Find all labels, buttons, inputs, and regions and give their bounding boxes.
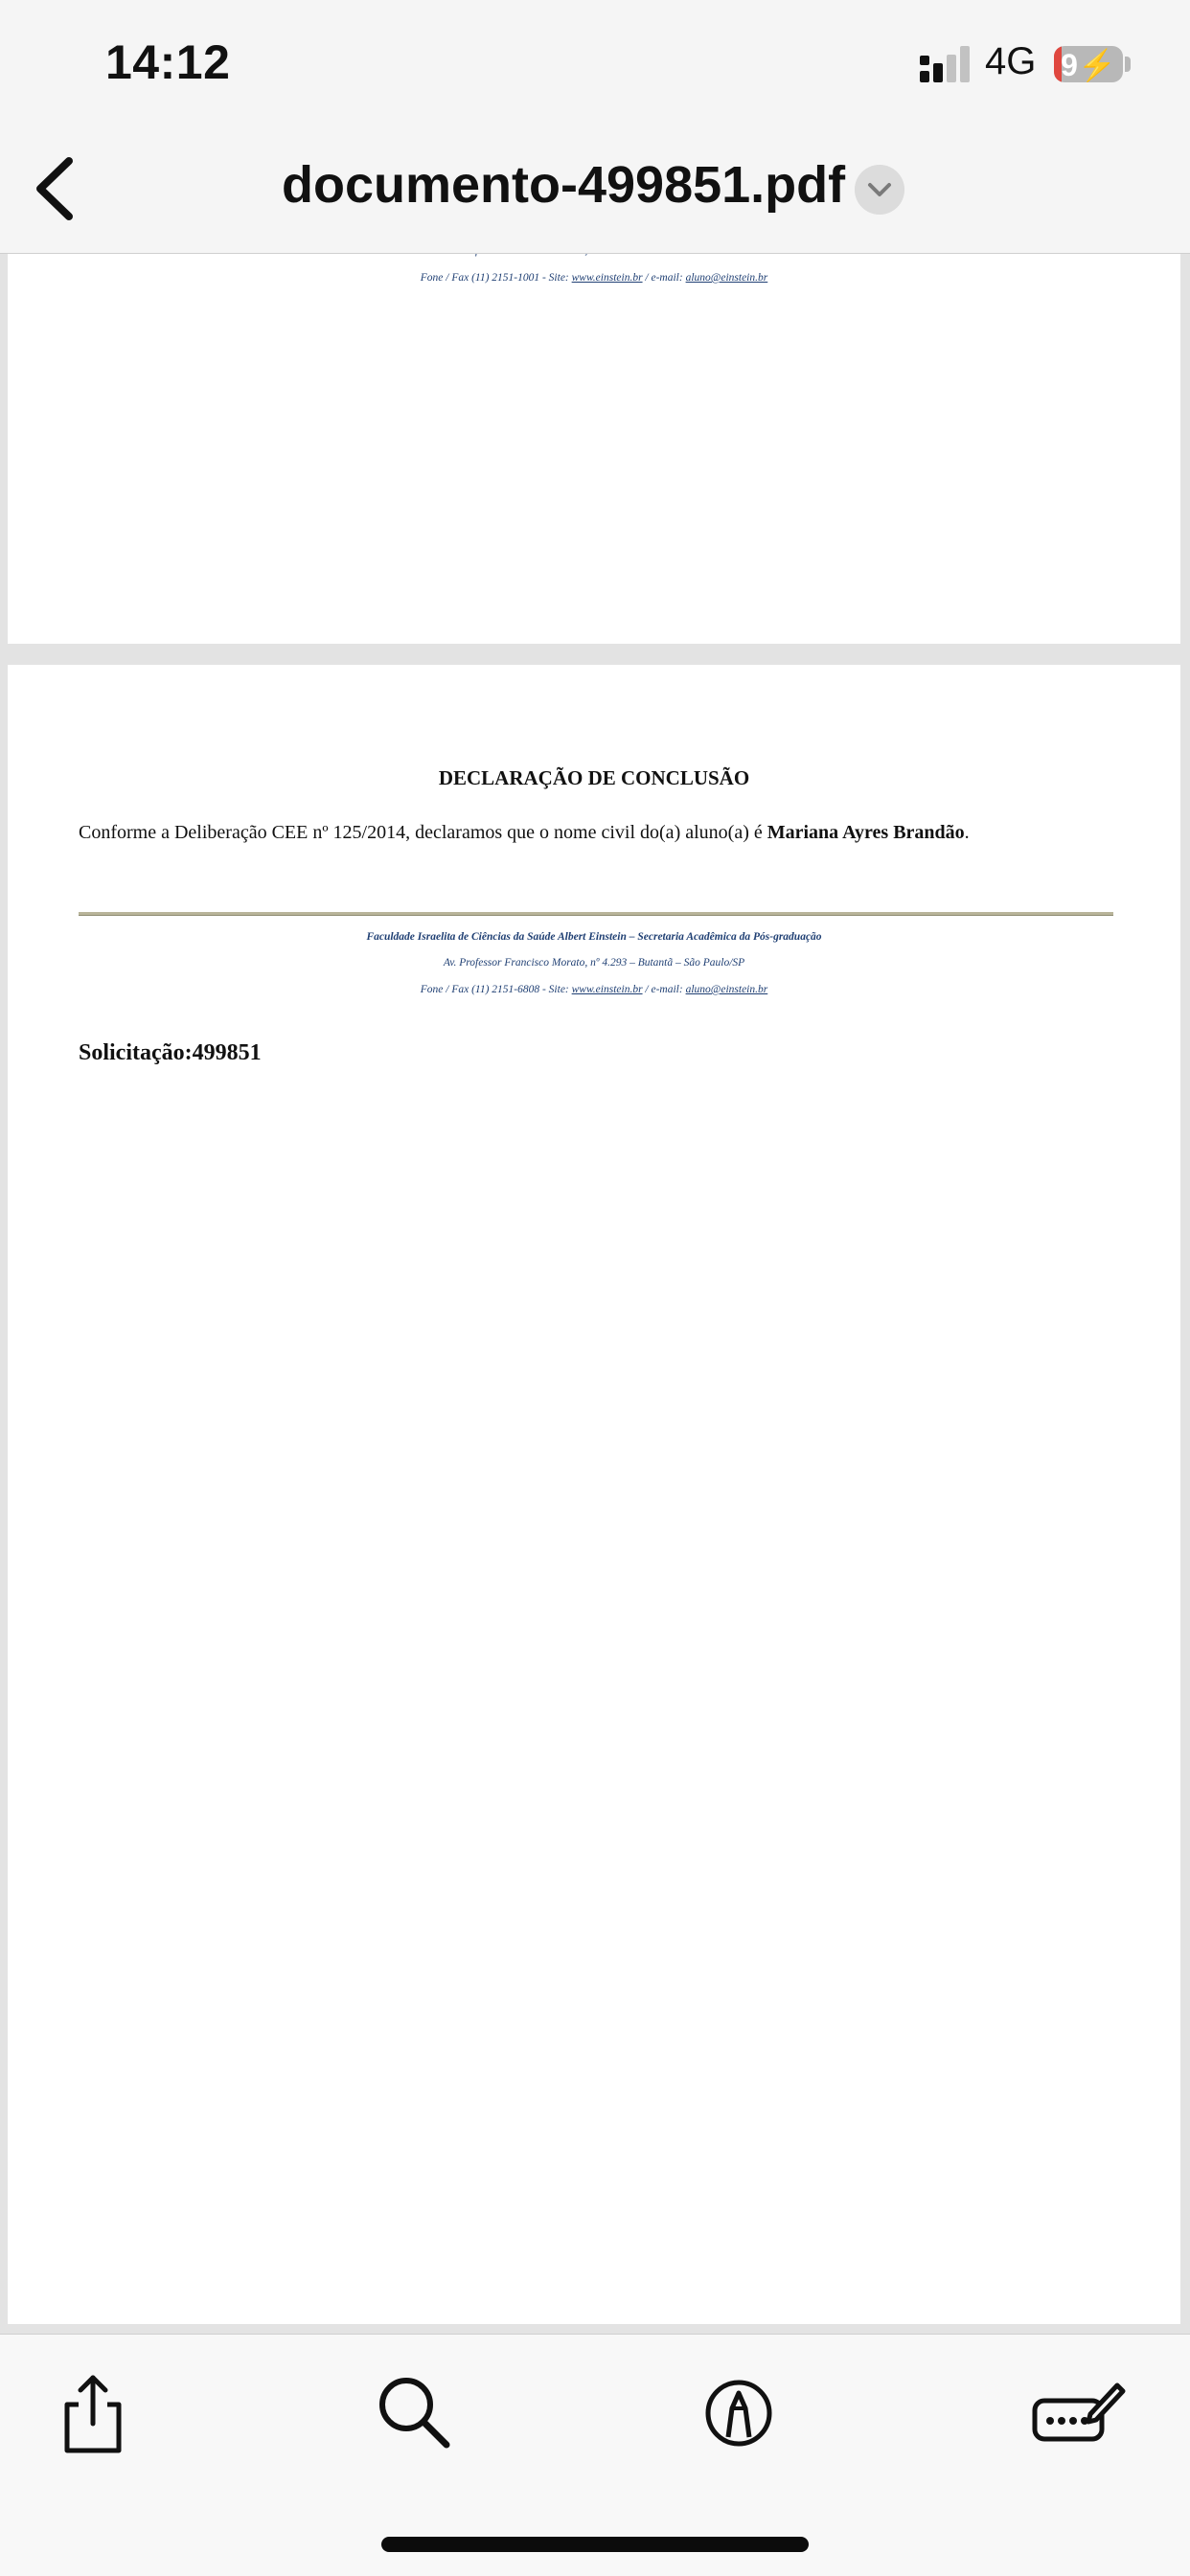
declaration-heading: DECLARAÇÃO DE CONCLUSÃO [438,766,750,789]
back-chevron-icon[interactable] [33,155,79,222]
site-link[interactable]: www.einstein.br [571,272,643,284]
share-icon[interactable] [50,2370,136,2456]
cellular-signal-icon [918,46,970,84]
battery-level: 9⚡ [1061,48,1116,82]
signature-icon[interactable] [1031,2370,1127,2456]
pdf-page-2[interactable] [8,665,1180,2324]
network-type: 4G [985,40,1037,82]
battery-cap [1125,57,1131,72]
footer-contact: Fone / Fax (11) 2151-6808 - Site: www.einstein.br / e-mail: aluno@einstein.br [420,984,768,995]
email-link[interactable]: aluno@einstein.br [685,984,768,995]
declaration-body: Conforme a Deliberação CEE nº 125/2014, declaramos que o nome civil do(a) aluno(a) é Mariana Ayres Brandão. [79,822,970,843]
pdf-page-1[interactable] [8,253,1180,644]
chevron-down-icon[interactable] [855,165,904,215]
document-title[interactable]: documento-499851.pdf [282,156,846,214]
footer-divider [79,912,1113,916]
search-icon[interactable] [372,2370,458,2456]
top-bar [0,0,1190,254]
status-time: 14:12 [105,35,231,89]
request-number: Solicitação:499851 [79,1040,262,1065]
student-name: Mariana Ayres Brandão [767,822,965,843]
battery-icon [1054,46,1123,82]
page1-footer-contact: Fone / Fax (11) 2151-1001 - Site: www.einstein.br / e-mail: aluno@einstein.br [420,272,768,284]
footer-address: Av. Professor Francisco Morato, nº 4.293 – Butantã – São Paulo/SP [443,957,745,969]
markup-icon[interactable] [696,2370,782,2456]
footer-institution: Faculdade Israelita de Ciências da Saúde Albert Einstein – Secretaria Acadêmica da Pós-graduação [366,931,822,943]
email-link[interactable]: aluno@einstein.br [685,272,768,284]
site-link[interactable]: www.einstein.br [571,984,643,995]
home-indicator[interactable] [381,2537,809,2552]
